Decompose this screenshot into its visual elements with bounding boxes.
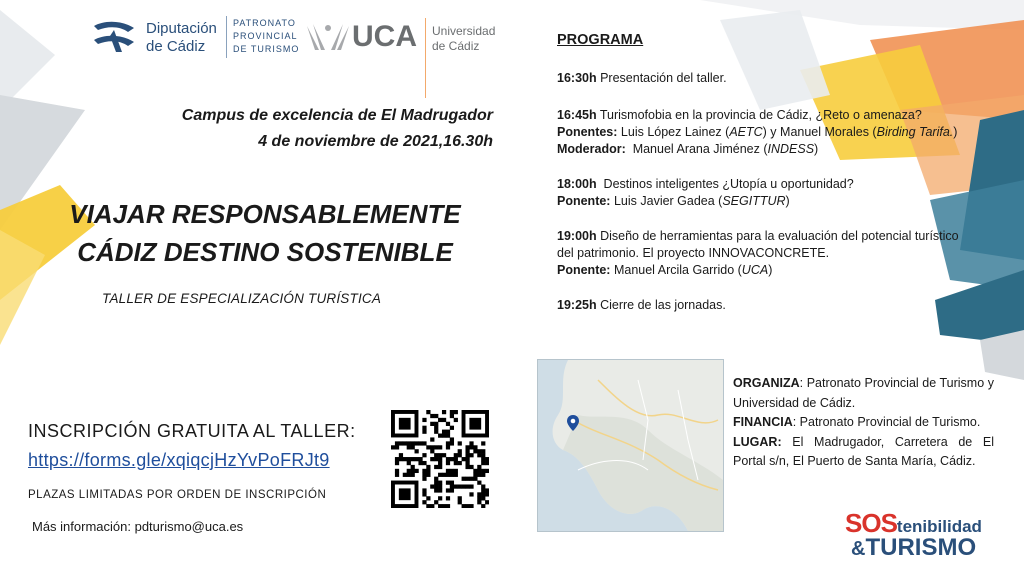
registration-heading: INSCRIPCIÓN GRATUITA AL TALLER: — [28, 421, 356, 441]
sos-text: SOS — [845, 508, 897, 538]
lugar: LUGAR: El Madrugador, Carretera de El Portal s/n, El Puerto de Santa María, Cádiz. — [733, 434, 994, 468]
patronato-line2: PROVINCIAL — [233, 31, 298, 41]
uca-logo — [305, 20, 351, 54]
map-pin-icon — [567, 415, 579, 436]
qr-code-image — [391, 410, 489, 508]
diputacion-line1: Diputación — [146, 20, 217, 37]
location-map[interactable] — [537, 359, 724, 532]
event-title-line1: VIAJAR RESPONSABLEMENTE — [69, 199, 461, 229]
session-3-ponente: Ponente: Luis Javier Gadea (SEGITTUR) — [557, 194, 790, 208]
ampersand-text: & — [851, 538, 866, 560]
event-title-line2: CÁDIZ DESTINO SOSTENIBLE — [77, 237, 453, 267]
session-2-moderador: Moderador: Manuel Arana Jiménez (INDESS) — [557, 142, 819, 156]
session-5: 19:25h Cierre de las jornadas. — [557, 298, 726, 312]
patronato-name — [233, 17, 299, 56]
programa-list — [557, 70, 997, 314]
organiza: ORGANIZA: Patronato Provincial de Turismo y Universidad de Cádiz. — [733, 376, 994, 410]
event-date: 4 de noviembre de 2021,16.30h — [258, 133, 493, 150]
programa-heading: PROGRAMA — [557, 32, 644, 48]
diputacion-logo — [92, 18, 136, 56]
financia: FINANCIA: Patronato Provincial de Turismo. — [733, 415, 981, 429]
more-info: Más información: pdturismo@uca.es — [32, 519, 244, 534]
turismo-text: TURISMO — [865, 534, 977, 561]
uca-line1: Universidad — [432, 24, 496, 38]
session-4-cont: del patrimonio. El proyecto INNOVACONCRETE. — [557, 246, 830, 260]
qr-code[interactable] — [391, 410, 489, 508]
sostenibilidad-turismo-logo — [845, 508, 1015, 568]
patronato-line3: DE TURISMO — [233, 44, 300, 54]
map-image — [538, 360, 723, 531]
diputacion-name — [146, 20, 217, 56]
limited-seats-note: PLAZAS LIMITADAS POR ORDEN DE INSCRIPCIÓN — [28, 489, 327, 501]
session-3: 18:00h Destinos inteligentes ¿Utopía u oportunidad? — [557, 177, 854, 191]
event-details — [733, 374, 994, 472]
event-subtitle: TALLER DE ESPECIALIZACIÓN TURÍSTICA — [102, 291, 382, 306]
uca-name — [432, 24, 495, 54]
uca-mark: UCA — [352, 20, 417, 53]
diputacion-emblem-icon — [92, 18, 136, 56]
uca-emblem-icon — [305, 20, 351, 54]
diputacion-line2: de Cádiz — [146, 38, 206, 55]
session-4-ponente: Ponente: Manuel Arcila Garrido (UCA) — [557, 263, 773, 277]
logo-divider — [226, 16, 227, 58]
registration-link[interactable]: https://forms.gle/xqiqcjHzYvPoFRJt9 — [28, 450, 330, 470]
session-2-ponentes: Ponentes: Luis López Lainez (AETC) y Manuel Morales (Birding Tarifa.) — [557, 125, 958, 139]
uca-divider — [425, 18, 426, 98]
session-2: 16:45h Turismofobia en la provincia de Cádiz, ¿Reto o amenaza? — [557, 108, 922, 122]
session-1: 16:30h Presentación del taller. — [557, 71, 727, 85]
session-4: 19:00h Diseño de herramientas para la evaluación del potencial turístico — [557, 229, 959, 243]
event-venue: Campus de excelencia de El Madrugador — [181, 107, 493, 124]
patronato-line1: PATRONATO — [233, 18, 296, 28]
uca-line2: de Cádiz — [432, 39, 480, 53]
tenibilidad-text: tenibilidad — [896, 517, 982, 536]
